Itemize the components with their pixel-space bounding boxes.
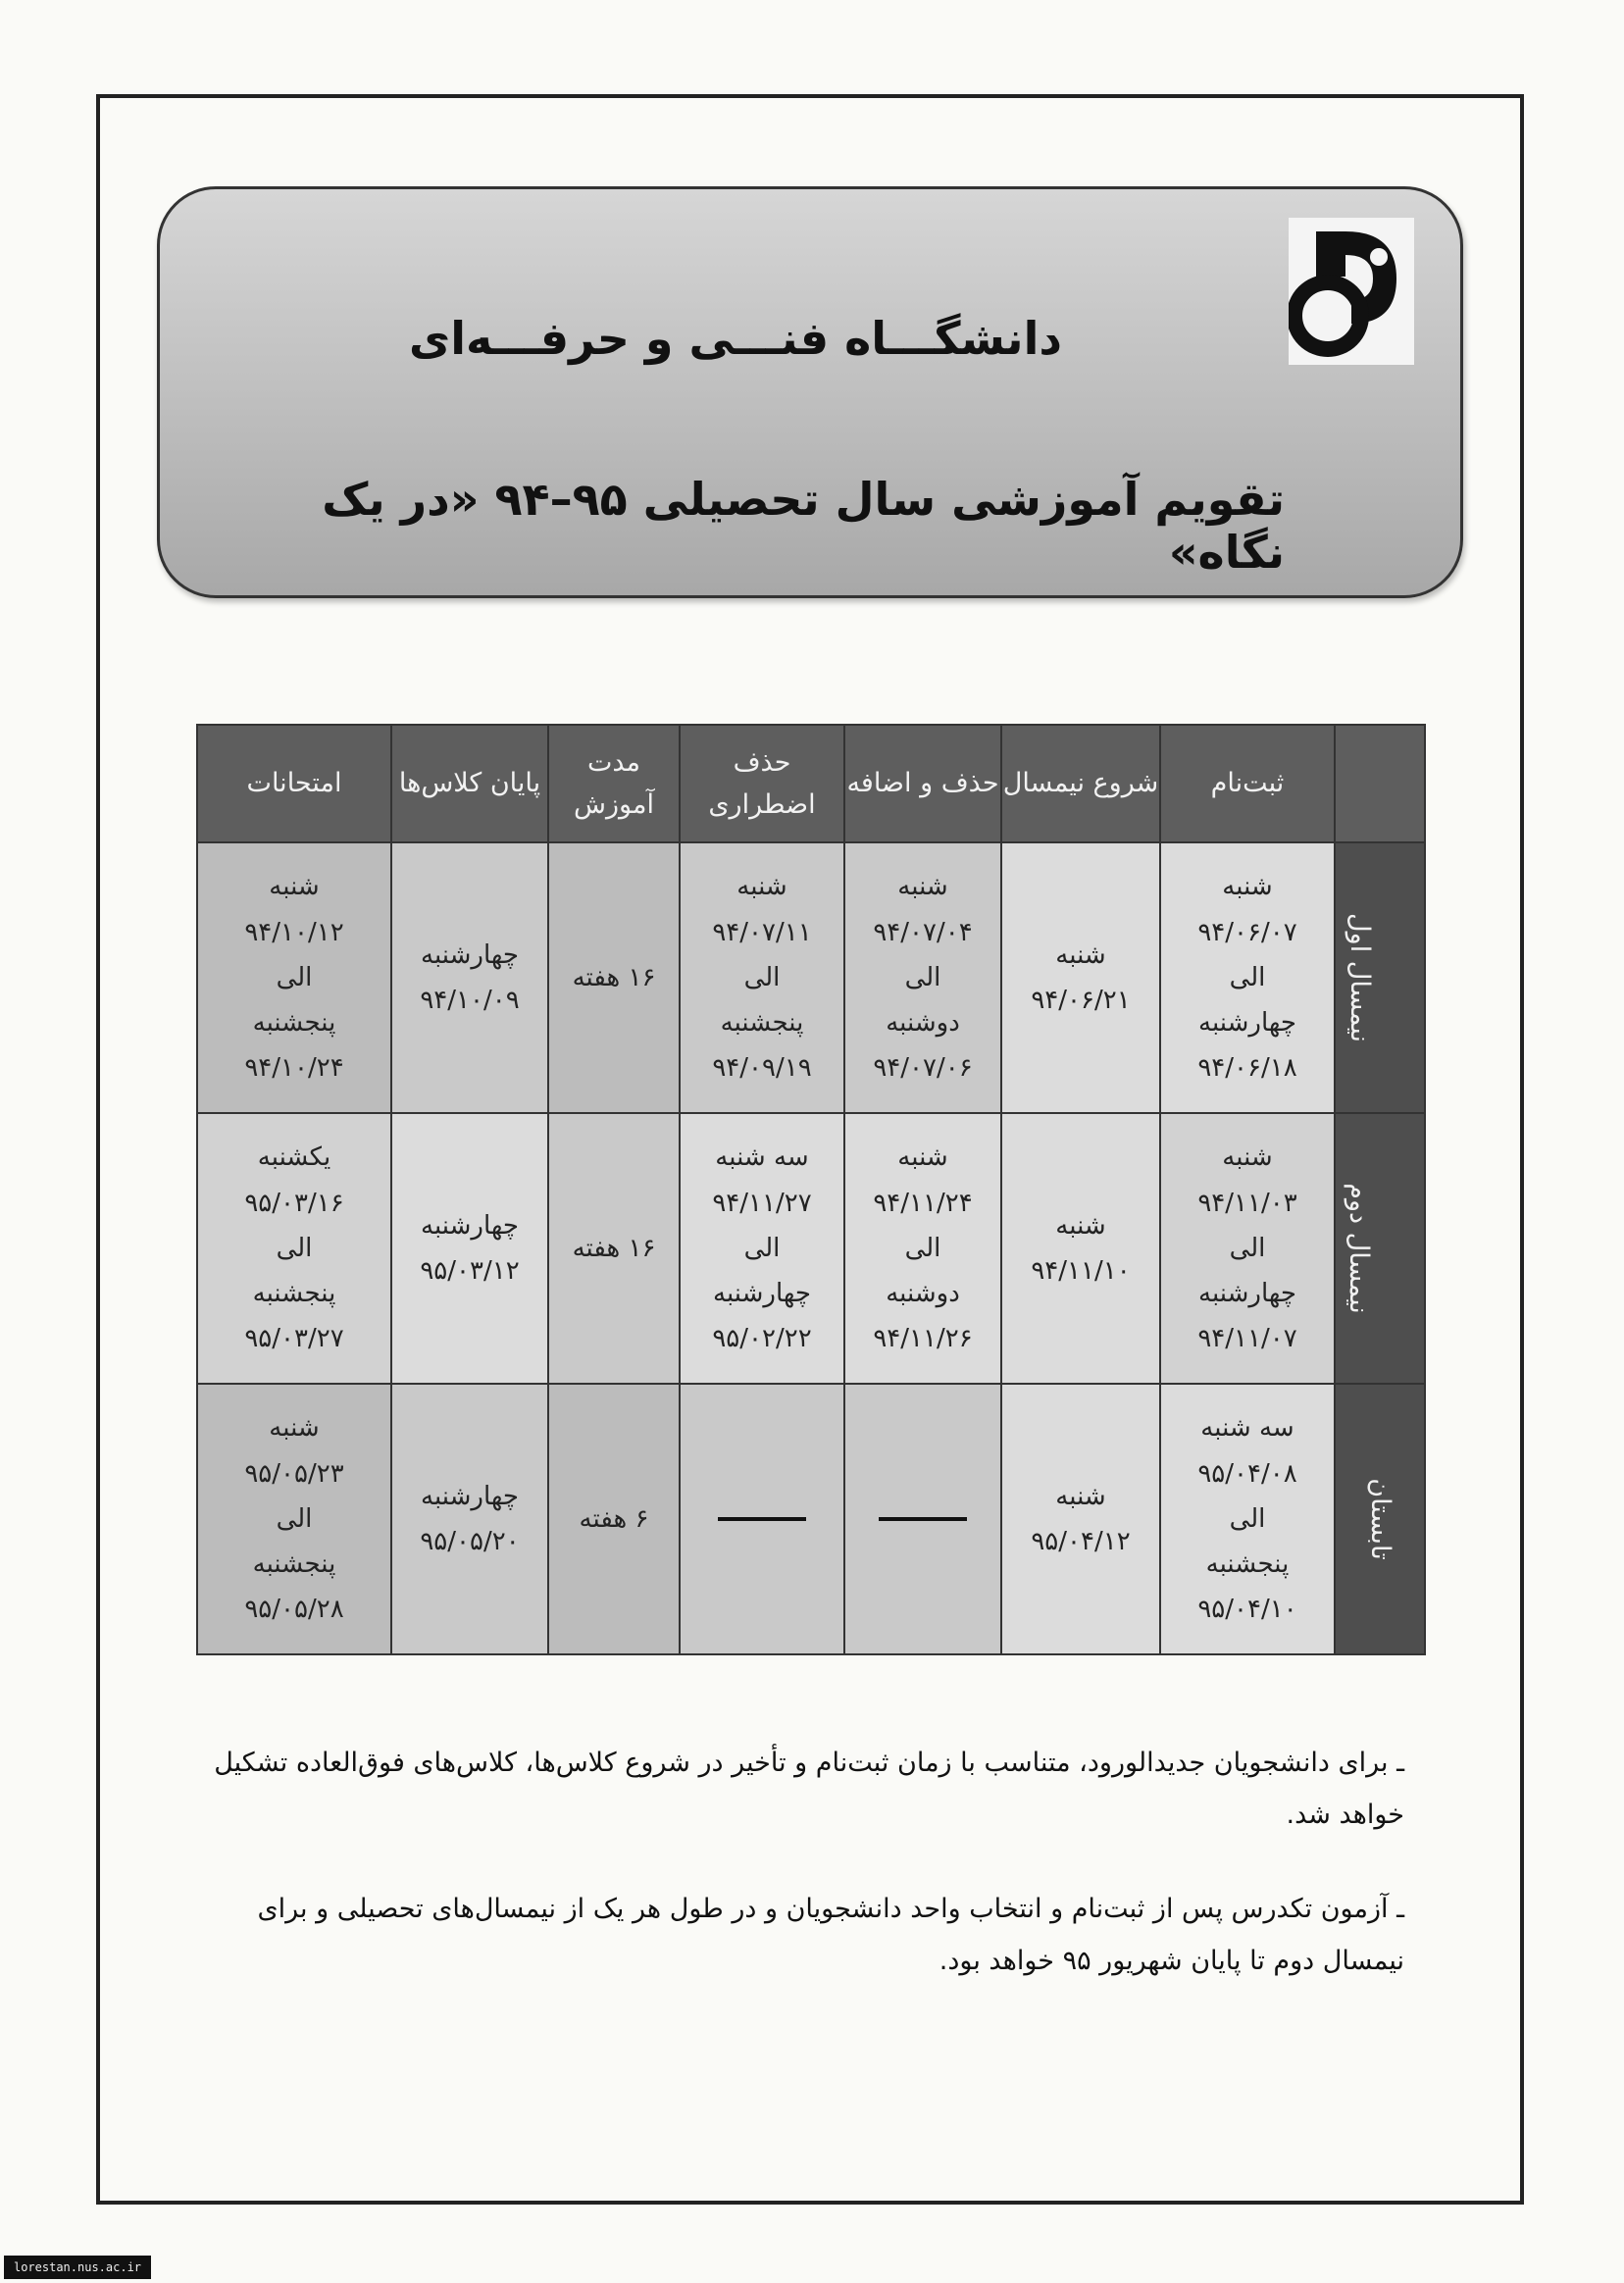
table-cell: شنبه ۹۴/۰۶/۲۱ — [1001, 842, 1160, 1113]
empty-dash — [718, 1517, 806, 1521]
university-logo-icon — [1289, 218, 1414, 365]
header-cell: مدت آموزش — [548, 725, 680, 842]
table-cell — [680, 1384, 844, 1654]
header-cell: امتحانات — [197, 725, 391, 842]
header-cell — [1335, 725, 1425, 842]
calendar-title: تقویم آموزشی سال تحصیلی ۹۵–۹۴ «در یک نگاه» — [322, 473, 1285, 579]
table-row — [197, 1113, 1425, 1384]
academic-calendar-table — [196, 724, 1426, 1655]
table-cell: چهارشنبه ۹۵/۰۵/۲۰ — [391, 1384, 548, 1654]
semester-label: تابستان — [1335, 1384, 1425, 1654]
source-label: lorestan.nus.ac.ir — [4, 2256, 151, 2279]
table-cell: ۱۶ هفته — [548, 1113, 680, 1384]
table-cell: ۱۶ هفته — [548, 842, 680, 1113]
table-cell: شنبه ۹۴/۰۷/۱۱ الی پنجشنبه ۹۴/۰۹/۱۹ — [680, 842, 844, 1113]
table-cell: سه شنبه ۹۴/۱۱/۲۷ الی چهارشنبه ۹۵/۰۲/۲۲ — [680, 1113, 844, 1384]
table-cell: شنبه ۹۴/۱۱/۰۳ الی چهارشنبه ۹۴/۱۱/۰۷ — [1160, 1113, 1335, 1384]
semester-label: نیمسال دوم — [1335, 1113, 1425, 1384]
table-row — [197, 842, 1425, 1113]
table-cell: سه شنبه ۹۵/۰۴/۰۸ الی پنجشنبه ۹۵/۰۴/۱۰ — [1160, 1384, 1335, 1654]
table-cell: شنبه ۹۴/۱۱/۲۴ الی دوشنبه ۹۴/۱۱/۲۶ — [844, 1113, 1001, 1384]
header-cell: پایان کلاس‌ها — [391, 725, 548, 842]
table-cell — [844, 1384, 1001, 1654]
table-cell: چهارشنبه ۹۴/۱۰/۰۹ — [391, 842, 548, 1113]
semester-label: نیمسال اول — [1335, 842, 1425, 1113]
empty-dash — [879, 1517, 967, 1521]
header-cell: حذف اضطراری — [680, 725, 844, 842]
table-header-row — [197, 725, 1425, 842]
header-cell: حذف و اضافه — [844, 725, 1001, 842]
table-cell: شنبه ۹۴/۱۱/۱۰ — [1001, 1113, 1160, 1384]
table-cell: شنبه ۹۴/۱۰/۱۲ الی پنجشنبه ۹۴/۱۰/۲۴ — [197, 842, 391, 1113]
notes-section — [196, 1738, 1404, 2031]
note-item: ـ برای دانشجویان جدیدالورود، متناسب با زمان ثبت‌نام و تأخیر در شروع کلاس‌ها، کلاس‌های فوق‌العاده تشکیل خواهد شد. — [214, 1748, 1404, 1830]
table-cell: شنبه ۹۵/۰۵/۲۳ الی پنجشنبه ۹۵/۰۵/۲۸ — [197, 1384, 391, 1654]
table-cell: چهارشنبه ۹۵/۰۳/۱۲ — [391, 1113, 548, 1384]
header-cell: شروع نیمسال — [1001, 725, 1160, 842]
table-row — [197, 1384, 1425, 1654]
header-cell: ثبت‌نام — [1160, 725, 1335, 842]
table-cell: ۶ هفته — [548, 1384, 680, 1654]
table-cell: شنبه ۹۴/۰۷/۰۴ الی دوشنبه ۹۴/۰۷/۰۶ — [844, 842, 1001, 1113]
table-cell: یکشنبه ۹۵/۰۳/۱۶ الی پنجشنبه ۹۵/۰۳/۲۷ — [197, 1113, 391, 1384]
university-name: دانشگـــاه فنـــی و حرفـــه‌ای — [409, 312, 1062, 365]
table-cell: شنبه ۹۴/۰۶/۰۷ الی چهارشنبه ۹۴/۰۶/۱۸ — [1160, 842, 1335, 1113]
note-item: ـ آزمون تکدرس پس از ثبت‌نام و انتخاب واحد دانشجویان و در طول هر یک از نیمسال‌های تحصیلی و برای نیمسال دوم تا پایان شهریور ۹۵ خواهد بود. — [257, 1894, 1404, 1976]
table-cell: شنبه ۹۵/۰۴/۱۲ — [1001, 1384, 1160, 1654]
